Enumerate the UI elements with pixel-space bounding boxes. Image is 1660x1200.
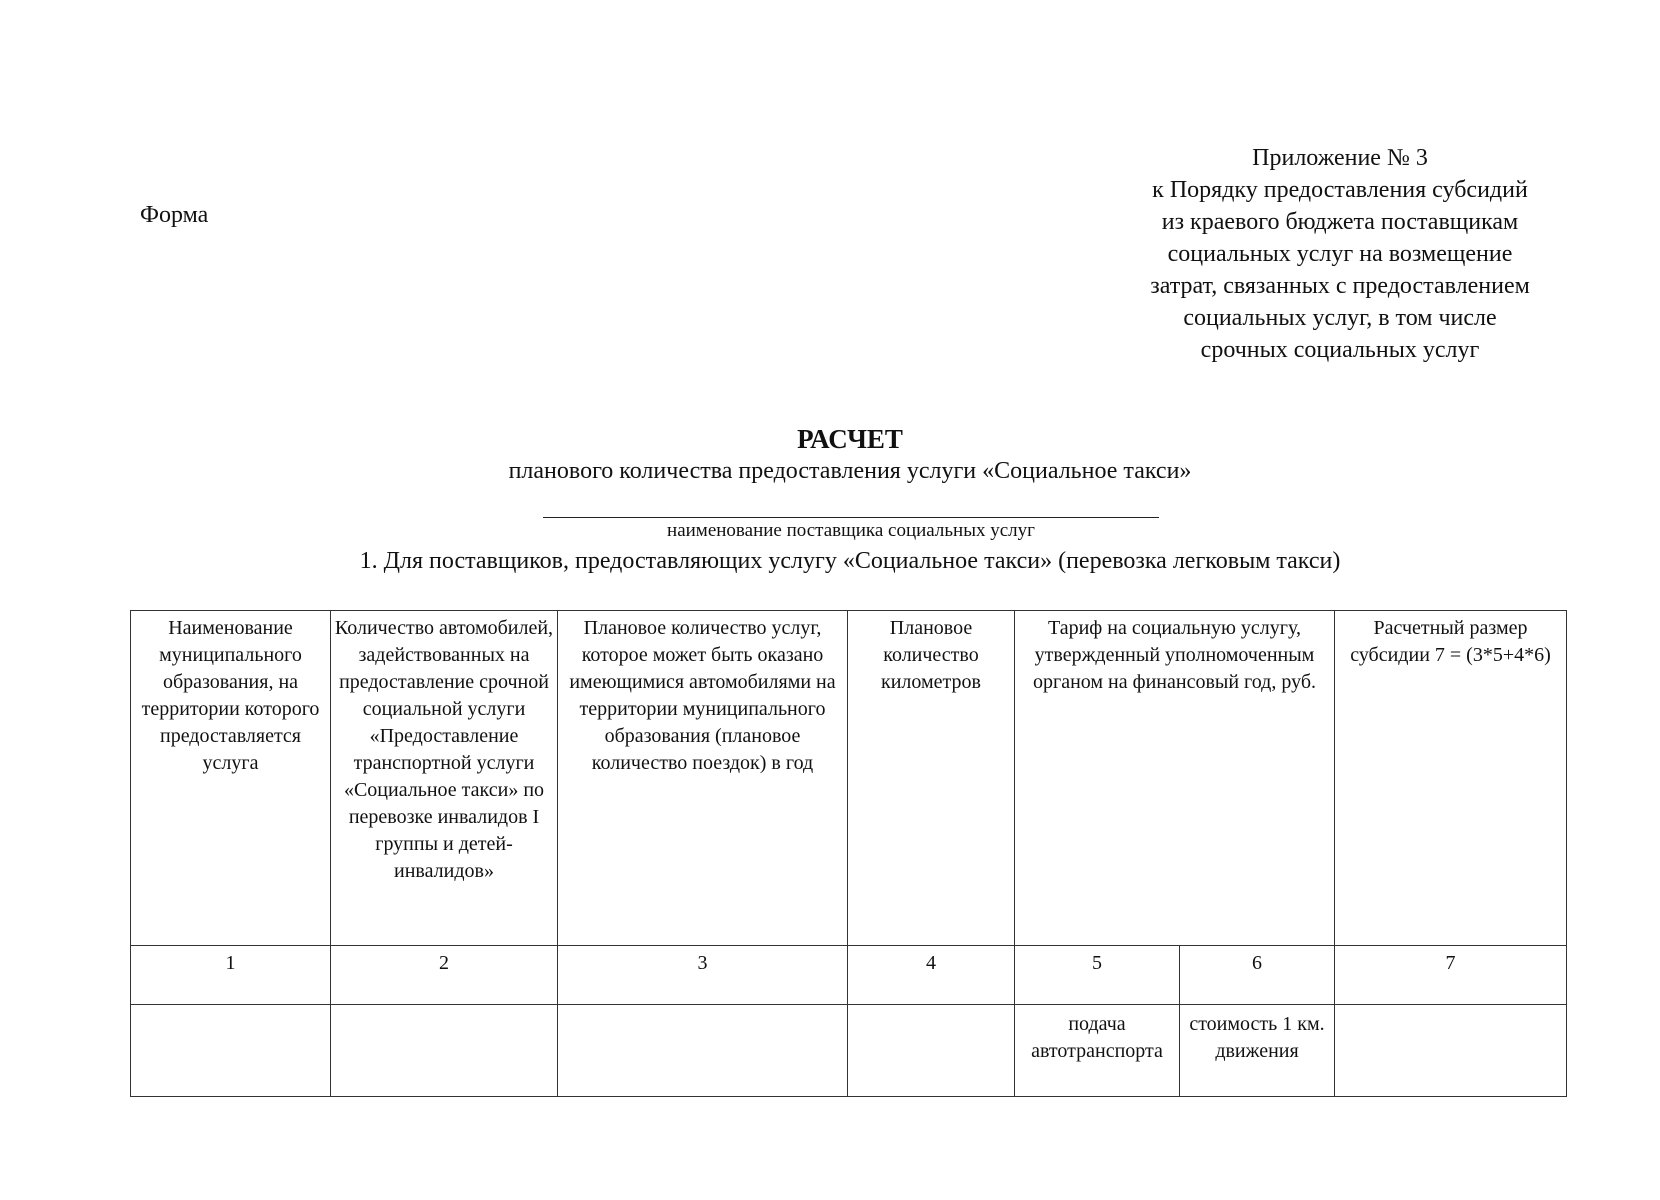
- table-header-row: [131, 611, 1567, 946]
- supplier-name-caption: наименование поставщика социальных услуг: [667, 520, 1035, 541]
- appendix-line: срочных социальных услуг: [1200, 337, 1480, 363]
- cell-planned-services: [558, 1005, 848, 1097]
- cell-municipality: [131, 1005, 331, 1097]
- header-planned-services: Плановое количество услуг, которое может быть оказано имеющимися автомобилями на территории муниципального образования (плановое количество поездок) в год: [558, 611, 848, 946]
- form-label: Форма: [140, 202, 209, 228]
- appendix-line: Приложение № 3: [1252, 145, 1428, 171]
- appendix-line: социальных услуг, в том числе: [1183, 305, 1497, 331]
- column-number: 2: [331, 946, 558, 1005]
- supplier-name-line: [543, 517, 1159, 518]
- appendix-line: социальных услуг на возмещение: [1167, 241, 1513, 267]
- column-number: 3: [558, 946, 848, 1005]
- header-municipality: Наименование муниципального образования, на территории которого предоставляется услуга: [131, 611, 331, 946]
- document-title: РАСЧЕТ: [797, 424, 903, 454]
- appendix-block: [1090, 142, 1590, 366]
- section-heading: 1. Для поставщиков, предоставляющих услугу «Социальное такси» (перевозка легковым такси): [359, 548, 1341, 574]
- header-tariff: Тариф на социальную услугу, утвержденный уполномоченным органом на финансовый год, руб.: [1015, 611, 1335, 946]
- header-subsidy: Расчетный размер субсидии 7 = (3*5+4*6): [1335, 611, 1567, 946]
- document-subtitle: планового количества предоставления услуги «Социальное такси»: [508, 458, 1192, 484]
- cell-tariff-per-km: стоимость 1 км. движения: [1180, 1005, 1335, 1097]
- cell-subsidy: [1335, 1005, 1567, 1097]
- column-number: 5: [1015, 946, 1180, 1005]
- appendix-line: затрат, связанных с предоставлением: [1150, 273, 1530, 299]
- cell-tariff-dispatch: подача автотранспорта: [1015, 1005, 1180, 1097]
- column-number: 6: [1180, 946, 1335, 1005]
- header-planned-kilometers: Плановое количество километров: [848, 611, 1015, 946]
- appendix-line: к Порядку предоставления субсидий: [1152, 177, 1528, 203]
- table-row: [131, 1005, 1567, 1097]
- table-column-numbers-row: [131, 946, 1567, 1005]
- column-number: 4: [848, 946, 1015, 1005]
- header-vehicle-count: Количество автомобилей, задействованных на предоставление срочной социальной услуги «Предоставление транспортной услуги «Социальное такси» по перевозке инвалидов I группы и детей-инвалидов»: [331, 611, 558, 946]
- calculation-table: [130, 610, 1567, 1097]
- cell-planned-kilometers: [848, 1005, 1015, 1097]
- appendix-line: из краевого бюджета поставщикам: [1161, 209, 1519, 235]
- column-number: 7: [1335, 946, 1567, 1005]
- cell-vehicle-count: [331, 1005, 558, 1097]
- column-number: 1: [131, 946, 331, 1005]
